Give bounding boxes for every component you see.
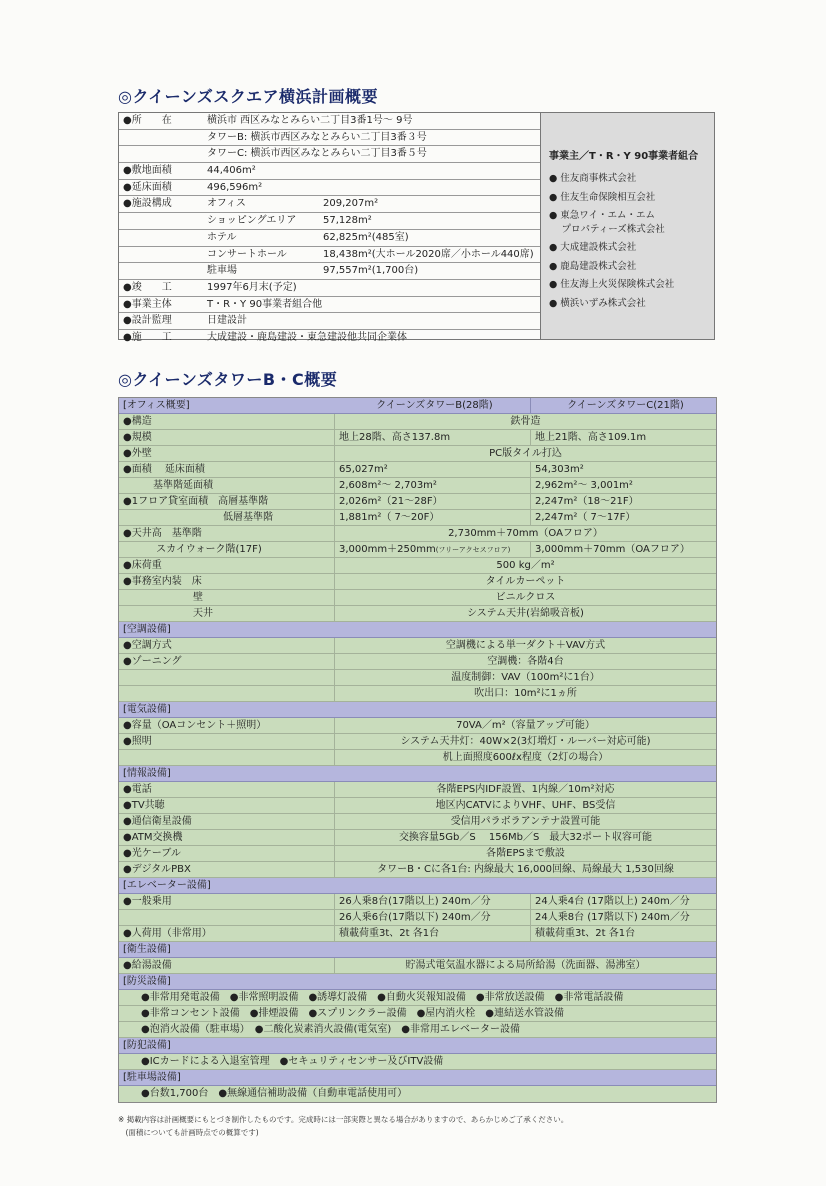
spec-full-value: ●非常コンセント設備 ●排煙設備 ●スプリンクラー設備 ●屋内消火栓 ●連結送水管設備	[141, 1008, 565, 1019]
spec-label: 低層基準階	[119, 510, 335, 525]
spec-value: 受信用パラボラアンテナ設置可能	[450, 816, 601, 827]
spec-row-full	[119, 990, 716, 1006]
plan-row	[119, 330, 540, 346]
plan-row	[119, 163, 540, 180]
plan-row-value: 駐車場	[207, 265, 237, 277]
sponsors-title: 事業主／T・R・Y 90事業者組合	[549, 151, 699, 162]
section-header-row	[119, 1070, 716, 1086]
spec-row	[119, 542, 716, 558]
spec-value: タワーB・Cに各1台: 内線最大 16,000回線、局線最大 1,530回線	[377, 864, 674, 875]
spec-row	[119, 750, 716, 766]
plan-row-amount: 57,128m²	[323, 215, 372, 227]
section-header-label: [情報設備]	[123, 768, 171, 779]
section-header-label: [防災設備]	[123, 976, 171, 987]
plan-row-amount: 209,207m²	[323, 198, 379, 210]
spec-label: ●面積 延床面積	[119, 462, 335, 477]
plan-row-label: ●敷地面積	[123, 165, 172, 177]
tower-c-value: 積載荷重3t、2t 各1台	[535, 928, 636, 939]
spec-row	[119, 526, 716, 542]
spec-row	[119, 478, 716, 494]
plan-row-label: ●施 工	[123, 331, 172, 343]
plan-row-value: コンサートホール	[207, 248, 287, 260]
plan-row-value: 496,596m²	[207, 181, 263, 193]
plan-row	[119, 247, 540, 264]
section-header-row	[119, 398, 716, 414]
spec-label: ●天井高 基準階	[119, 526, 335, 541]
tower-b-value-text: 地上28階、高さ137.8m	[339, 432, 451, 443]
section-header-label: [衛生設備]	[123, 944, 171, 955]
spec-row-full	[119, 1086, 716, 1102]
tower-b-value-text: 1,881m²（ 7～20F）	[339, 512, 440, 523]
plan-row	[119, 180, 540, 197]
spec-value: タイルカーペット	[485, 576, 566, 587]
plan-row-value: 44,406m²	[207, 165, 256, 177]
spec-row	[119, 494, 716, 510]
spec-full-value: ●非常用発電設備 ●非常照明設備 ●誘導灯設備 ●自動火災報知設備 ●非常放送設備 ●非常電話設備	[141, 992, 624, 1003]
spec-row	[119, 654, 716, 670]
tower-c-value: 2,247m²（18～21F）	[535, 496, 639, 507]
spec-label: ●給湯設備	[119, 958, 335, 973]
spec-row	[119, 606, 716, 622]
spec-full-value: ●台数1,700台 ●無線通信補助設備（自動車電話使用可）	[141, 1088, 408, 1099]
plan-row	[119, 230, 540, 247]
plan-row-label: ●事業主体	[123, 298, 172, 310]
spec-value: システム天井(岩綿吸音板)	[467, 608, 584, 619]
tower-b-value-text: 積載荷重3t、2t 各1台	[339, 928, 440, 939]
spec-label: ●電話	[119, 782, 335, 797]
spec-label: 壁	[119, 590, 335, 605]
tower-b-value	[335, 894, 531, 909]
spec-value: 2,730mm＋70mm（OAフロア）	[448, 528, 603, 539]
spec-value: 500 kg／m²	[496, 560, 555, 571]
spec-label: ●光ケーブル	[119, 846, 335, 861]
spec-full-value: ●ICカードによる入退室管理 ●セキュリティセンサー及びITV設備	[141, 1056, 444, 1067]
plan-row-value: タワーC: 横浜市西区みなとみらい二丁目3番５号	[207, 148, 427, 160]
spec-value: 机上面照度600ℓx程度（2灯の場合）	[442, 752, 609, 763]
section-header-label: [空調設備]	[123, 624, 171, 635]
spec-label	[119, 670, 335, 685]
spec-row-full	[119, 1054, 716, 1070]
plan-row-amount: 62,825m²(485室)	[323, 231, 409, 243]
section-header-label: [オフィス概要]	[123, 400, 190, 411]
tower-c-value: 54,303m²	[535, 464, 584, 475]
spec-row	[119, 926, 716, 942]
plan-row-label: ●施設構成	[123, 198, 172, 210]
spec-value: システム天井灯：40W×2(3灯増灯・ルーバー対応可能)	[400, 736, 651, 747]
spec-label: ●一般乗用	[119, 894, 335, 909]
section-header-row	[119, 702, 716, 718]
tower-b-value	[335, 926, 531, 941]
tower-title: ◎クイーンズタワーB・C概要	[118, 370, 338, 389]
footnote	[118, 1113, 568, 1139]
spec-label: ●構造	[119, 414, 335, 429]
plan-row-value: T・R・Y 90事業者組合他	[207, 298, 323, 310]
spec-row-full	[119, 1022, 716, 1038]
plan-row-label: ●設計監理	[123, 315, 172, 327]
plan-row-value: 1997年6月末(予定)	[207, 281, 297, 293]
section-header-row	[119, 974, 716, 990]
section-header-label: [電気設備]	[123, 704, 171, 715]
spec-row	[119, 590, 716, 606]
spec-full-value: ●泡消火設備（駐車場） ●二酸化炭素消火設備(電気室) ●非常用エレベーター設備	[141, 1024, 520, 1035]
tower-b-value-text: 2,026m²（21～28F）	[339, 496, 443, 507]
section-header-label: [防犯設備]	[123, 1040, 171, 1051]
plan-overview-box	[118, 112, 715, 343]
spec-label: ●1フロア貸室面積 高層基準階	[119, 494, 335, 509]
spec-row	[119, 414, 716, 430]
plan-row	[119, 146, 540, 163]
spec-row	[119, 958, 716, 974]
tower-b-value-text: 2,608m²～ 2,703m²	[339, 480, 437, 491]
spec-row-full	[119, 1006, 716, 1022]
spec-value: 各階EPSまで敷設	[486, 848, 565, 859]
plan-row-label: ●延床面積	[123, 181, 172, 193]
sponsor-item: ● 横浜いずみ株式会社	[549, 297, 646, 309]
spec-label: 基準階延面積	[119, 478, 335, 493]
plan-row-value: 横浜市 西区みなとみらい二丁目3番1号～ 9号	[207, 115, 413, 126]
sponsor-item: ● 鹿島建設株式会社	[549, 260, 637, 272]
spec-label: ●空調方式	[119, 638, 335, 653]
tower-c-value: 24人乗4台 (17階以上) 240m／分	[535, 896, 690, 907]
plan-row-label: ●竣 工	[123, 281, 172, 293]
spec-label	[119, 910, 335, 925]
spec-value: 吹出口：10m²に1ヵ所	[474, 688, 577, 699]
tower-b-value	[335, 478, 531, 493]
spec-label: スカイウォーク階(17F)	[119, 542, 335, 557]
spec-value: PC版タイル打込	[489, 448, 562, 459]
sponsor-list	[549, 172, 714, 310]
plan-row-amount: 97,557m²(1,700台)	[323, 265, 419, 277]
spec-row	[119, 862, 716, 878]
spec-label: ●外壁	[119, 446, 335, 461]
plan-row-value: ホテル	[207, 231, 237, 243]
spec-value: 鉄骨造	[510, 416, 541, 427]
spec-label	[119, 686, 335, 701]
spec-label: ●規模	[119, 430, 335, 445]
plan-row-amount: 18,438m²(大ホール2020席／小ホール440席)	[323, 248, 534, 260]
spec-label	[119, 750, 335, 765]
spec-value: 貯湯式電気温水器による局所給湯（洗面器、湯沸室）	[405, 960, 646, 971]
spec-row	[119, 798, 716, 814]
spec-row	[119, 734, 716, 750]
plan-row-value: オフィス	[207, 198, 246, 210]
spec-label: ●床荷重	[119, 558, 335, 573]
spec-row	[119, 670, 716, 686]
plan-row	[119, 263, 540, 280]
spec-label: ●ゾーニング	[119, 654, 335, 669]
plan-row	[119, 313, 540, 330]
plan-row-label: ●所 在	[123, 115, 172, 126]
plan-row-value: ショッピングエリア	[207, 215, 297, 227]
spec-value: 空調機：各階4台	[487, 656, 564, 667]
spec-row	[119, 718, 716, 734]
sponsor-item: ● 住友生命保険相互会社	[549, 191, 656, 203]
spec-value: 交換容量5Gb／S 156Mb／S 最大32ポート収容可能	[398, 832, 653, 843]
spec-row	[119, 558, 716, 574]
tower-b-value-text: 26人乗6台(17階以下) 240m／分	[339, 912, 491, 923]
section-header-row	[119, 878, 716, 894]
tower-b-value-text: 65,027m²	[339, 464, 388, 475]
spec-label: ●事務室内装 床	[119, 574, 335, 589]
spec-row	[119, 910, 716, 926]
tower-b-header: クイーンズタワーB(28階)	[335, 398, 531, 413]
plan-row-value: 大成建設・鹿島建設・東急建設他共同企業体	[207, 331, 407, 343]
tower-c-value: 2,962m²～ 3,001m²	[535, 480, 633, 491]
tower-c-header: クイーンズタワーC(21階)	[567, 400, 684, 411]
tower-b-value	[335, 910, 531, 925]
spec-row	[119, 574, 716, 590]
spec-value: 70VA／m²（容量アップ可能）	[456, 720, 595, 731]
spec-row	[119, 894, 716, 910]
tower-b-value	[335, 430, 531, 445]
sponsor-item: ● 住友海上火災保険株式会社	[549, 279, 675, 290]
section-header-label: [駐車場設備]	[123, 1072, 181, 1083]
plan-row	[119, 297, 540, 314]
plan-row	[119, 196, 540, 213]
spec-row	[119, 686, 716, 702]
plan-row	[119, 113, 540, 130]
spec-label: ●容量（OAコンセント＋照明）	[119, 718, 335, 733]
section-header-row	[119, 1038, 716, 1054]
spec-row	[119, 430, 716, 446]
spec-label: ●人荷用（非常用）	[119, 926, 335, 941]
tower-spec-table	[118, 397, 717, 1103]
spec-value: 空調機による単一ダクト＋VAV方式	[445, 640, 606, 651]
spec-row	[119, 782, 716, 798]
plan-row	[119, 280, 540, 297]
sponsor-item: ● 大成建設株式会社	[549, 242, 637, 253]
spec-label: ●ATM交換機	[119, 830, 335, 845]
spec-value: ビニルクロス	[495, 592, 556, 603]
spec-row	[119, 510, 716, 526]
spec-row	[119, 814, 716, 830]
spec-value: 各階EPS内IDF設置、1内線／10m²対応	[436, 784, 615, 795]
plan-title: ◎クイーンズスクエア横浜計画概要	[118, 87, 379, 106]
tower-b-value	[335, 542, 531, 557]
section-header-row	[119, 766, 716, 782]
tower-b-value	[335, 510, 531, 525]
spec-row	[119, 446, 716, 462]
tower-c-value: 2,247m²（ 7～17F）	[535, 512, 636, 523]
tower-b-value-text: 3,000mm＋250mm	[339, 544, 436, 555]
spec-row	[119, 846, 716, 862]
spec-row	[119, 638, 716, 654]
spec-label: ●照明	[119, 734, 335, 749]
footnote-line: (面積についても計画時点での概算です)	[118, 1128, 259, 1137]
plan-row	[119, 130, 540, 147]
sponsor-item: ● 住友商事株式会社	[549, 173, 637, 184]
section-header-row	[119, 622, 716, 638]
tower-c-value: 地上21階、高さ109.1m	[535, 432, 647, 443]
tower-b-value-text: 26人乗8台(17階以上) 240m／分	[339, 896, 491, 907]
footnote-line: ※ 掲載内容は計画概要にもとづき制作したものです。完成時には一部実際と異なる場合がありますので、あらかじめご了承ください。	[118, 1115, 569, 1124]
spec-row	[119, 462, 716, 478]
sponsor-item: ● 東急ワイ・エム・エム	[549, 210, 656, 221]
plan-details	[119, 113, 540, 343]
tower-c-value: 24人乗8台 (17階以下) 240m／分	[535, 912, 690, 923]
plan-row-value: タワーB: 横浜市西区みなとみらい二丁目3番３号	[207, 131, 427, 143]
spec-label: ●デジタルPBX	[119, 862, 335, 877]
section-header-label: [エレベーター設備]	[123, 880, 211, 891]
sponsor-panel	[540, 113, 714, 339]
spec-label: ●通信衛星設備	[119, 814, 335, 829]
tower-c-value: 3,000mm＋70mm（OAフロア）	[535, 544, 690, 555]
sponsor-item: プロパティーズ株式会社	[549, 223, 665, 235]
plan-row-value: 日建設計	[207, 315, 247, 327]
spec-value: 温度制御：VAV（100m²に1台）	[451, 672, 600, 683]
spec-label: ●TV共聴	[119, 798, 335, 813]
spec-value: 地区内CATVによりVHF、UHF、BS受信	[435, 800, 616, 811]
tower-b-value	[335, 494, 531, 509]
spec-row	[119, 830, 716, 846]
section-header-row	[119, 942, 716, 958]
plan-row	[119, 213, 540, 230]
spec-label: 天井	[119, 606, 335, 621]
tower-b-value-note: (フリーアクセスフロア)	[435, 546, 511, 554]
tower-b-value	[335, 462, 531, 477]
